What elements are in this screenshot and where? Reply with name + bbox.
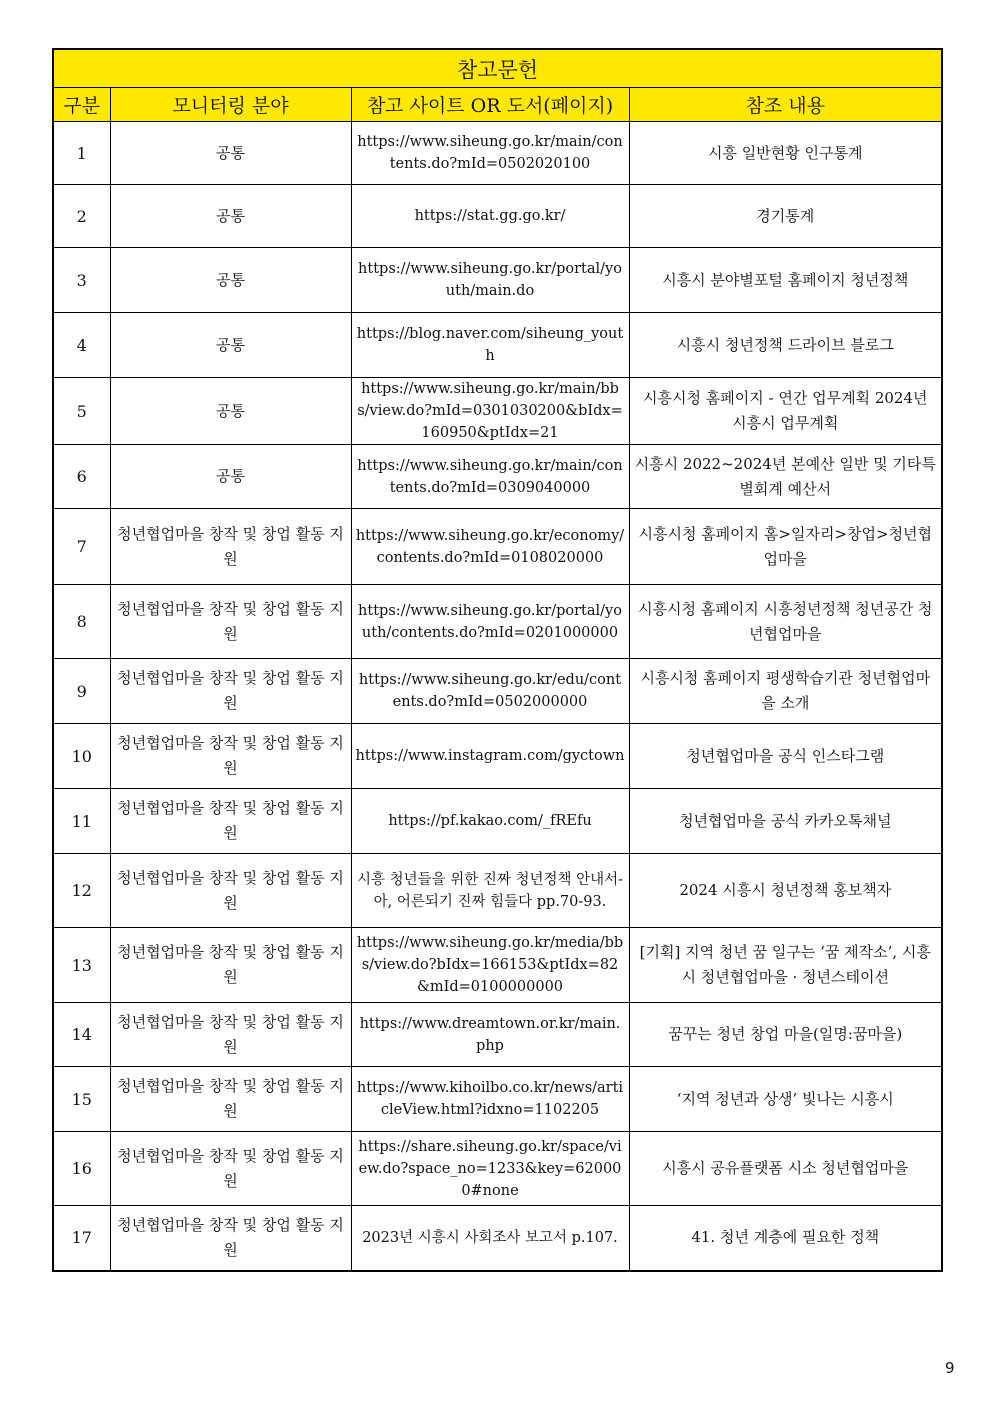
row-source: https://blog.naver.com/siheung_youth: [351, 313, 629, 378]
row-content: 시흥시청 홈페이지 홈>일자리>창업>청년협업마을: [629, 509, 942, 585]
row-source: https://www.siheung.go.kr/portal/youth/contents.do?mId=0201000000: [351, 585, 629, 659]
table-row: [53, 789, 942, 854]
references-table: [52, 48, 943, 1272]
header-field: 모니터링 분야: [110, 88, 351, 122]
row-content: 시흥시 청년정책 드라이브 블로그: [629, 313, 942, 378]
row-content: 꿈꾸는 청년 창업 마을(일명:꿈마을): [629, 1003, 942, 1067]
table-row: [53, 1067, 942, 1132]
row-number: 11: [53, 789, 110, 854]
row-field: 청년협업마을 창작 및 창업 활동 지원: [110, 854, 351, 928]
table-row: [53, 1003, 942, 1067]
row-number: 1: [53, 122, 110, 185]
table-title: 참고문헌: [53, 49, 942, 88]
row-number: 8: [53, 585, 110, 659]
row-field: 청년협업마을 창작 및 창업 활동 지원: [110, 509, 351, 585]
table-row: [53, 928, 942, 1003]
row-field: 공통: [110, 248, 351, 313]
row-content: 청년협업마을 공식 인스타그램: [629, 724, 942, 789]
row-source: https://www.dreamtown.or.kr/main.php: [351, 1003, 629, 1067]
row-number: 16: [53, 1132, 110, 1206]
table-row: [53, 445, 942, 509]
table-row: [53, 185, 942, 248]
row-number: 5: [53, 378, 110, 445]
row-content: 시흥시 2022~2024년 본예산 일반 및 기타특별회계 예산서: [629, 445, 942, 509]
row-field: 청년협업마을 창작 및 창업 활동 지원: [110, 1003, 351, 1067]
row-content: 시흥시청 홈페이지 - 연간 업무계획 2024년 시흥시 업무계획: [629, 378, 942, 445]
row-field: 공통: [110, 378, 351, 445]
table-row: [53, 854, 942, 928]
row-source: https://www.siheung.go.kr/portal/youth/main.do: [351, 248, 629, 313]
row-content: 시흥 일반현황 인구통계: [629, 122, 942, 185]
row-source: 2023년 시흥시 사회조사 보고서 p.107.: [351, 1206, 629, 1271]
row-field: 청년협업마을 창작 및 창업 활동 지원: [110, 928, 351, 1003]
row-number: 6: [53, 445, 110, 509]
row-source: 시흥 청년들을 위한 진짜 청년정책 안내서-아, 어른되기 진짜 힘들다 pp.70-93.: [351, 854, 629, 928]
row-number: 13: [53, 928, 110, 1003]
header-no: 구분: [53, 88, 110, 122]
row-content: 시흥시 공유플랫폼 시소 청년협업마을: [629, 1132, 942, 1206]
table-row: [53, 313, 942, 378]
row-content: 시흥시청 홈페이지 시흥청년정책 청년공간 청년협업마을: [629, 585, 942, 659]
row-field: 공통: [110, 122, 351, 185]
row-field: 청년협업마을 창작 및 창업 활동 지원: [110, 1132, 351, 1206]
row-source: https://www.siheung.go.kr/main/bbs/view.do?mId=0301030200&bIdx=160950&ptIdx=21: [351, 378, 629, 445]
header-content: 참조 내용: [629, 88, 942, 122]
row-field: 청년협업마을 창작 및 창업 활동 지원: [110, 1206, 351, 1271]
row-field: 청년협업마을 창작 및 창업 활동 지원: [110, 585, 351, 659]
row-content: 41. 청년 계층에 필요한 정책: [629, 1206, 942, 1271]
row-source: https://www.siheung.go.kr/media/bbs/view.do?bIdx=166153&ptIdx=82&mId=0100000000: [351, 928, 629, 1003]
table-row: [53, 248, 942, 313]
row-source: https://www.siheung.go.kr/economy/contents.do?mId=0108020000: [351, 509, 629, 585]
table-row: [53, 378, 942, 445]
row-field: 청년협업마을 창작 및 창업 활동 지원: [110, 659, 351, 724]
row-source: https://www.instagram.com/gyctown: [351, 724, 629, 789]
table-row: [53, 1206, 942, 1271]
row-content: 시흥시 분야별포털 홈페이지 청년정책: [629, 248, 942, 313]
row-number: 12: [53, 854, 110, 928]
row-content: ‘지역 청년과 상생’ 빛나는 시흥시: [629, 1067, 942, 1132]
row-number: 9: [53, 659, 110, 724]
row-content: 경기통계: [629, 185, 942, 248]
table-row: [53, 509, 942, 585]
row-number: 2: [53, 185, 110, 248]
table-row: [53, 1132, 942, 1206]
row-number: 17: [53, 1206, 110, 1271]
row-source: https://www.siheung.go.kr/main/contents.do?mId=0502020100: [351, 122, 629, 185]
row-field: 청년협업마을 창작 및 창업 활동 지원: [110, 724, 351, 789]
row-number: 14: [53, 1003, 110, 1067]
page-number: 9: [945, 1359, 955, 1377]
row-content: 2024 시흥시 청년정책 홍보책자: [629, 854, 942, 928]
row-number: 10: [53, 724, 110, 789]
row-field: 공통: [110, 185, 351, 248]
row-field: 청년협업마을 창작 및 창업 활동 지원: [110, 789, 351, 854]
row-field: 청년협업마을 창작 및 창업 활동 지원: [110, 1067, 351, 1132]
row-number: 15: [53, 1067, 110, 1132]
row-number: 3: [53, 248, 110, 313]
row-field: 공통: [110, 313, 351, 378]
row-source: https://share.siheung.go.kr/space/view.do?space_no=1233&key=620000#none: [351, 1132, 629, 1206]
row-number: 7: [53, 509, 110, 585]
table-row: [53, 724, 942, 789]
table-title-row: [53, 49, 942, 88]
row-number: 4: [53, 313, 110, 378]
table-row: [53, 585, 942, 659]
table-header-row: [53, 88, 942, 122]
row-content: [기획] 지역 청년 꿈 일구는 ‘꿈 제작소’, 시흥시 청년협업마을 · 청년스테이션: [629, 928, 942, 1003]
row-field: 공통: [110, 445, 351, 509]
row-source: https://stat.gg.go.kr/: [351, 185, 629, 248]
row-source: https://pf.kakao.com/_fREfu: [351, 789, 629, 854]
row-source: https://www.siheung.go.kr/main/contents.do?mId=0309040000: [351, 445, 629, 509]
table-row: [53, 122, 942, 185]
row-source: https://www.siheung.go.kr/edu/contents.do?mId=0502000000: [351, 659, 629, 724]
table-row: [53, 659, 942, 724]
row-content: 시흥시청 홈페이지 평생학습기관 청년협업마을 소개: [629, 659, 942, 724]
header-source: 참고 사이트 OR 도서(페이지): [351, 88, 629, 122]
row-content: 청년협업마을 공식 카카오톡채널: [629, 789, 942, 854]
row-source: https://www.kihoilbo.co.kr/news/articleView.html?idxno=1102205: [351, 1067, 629, 1132]
